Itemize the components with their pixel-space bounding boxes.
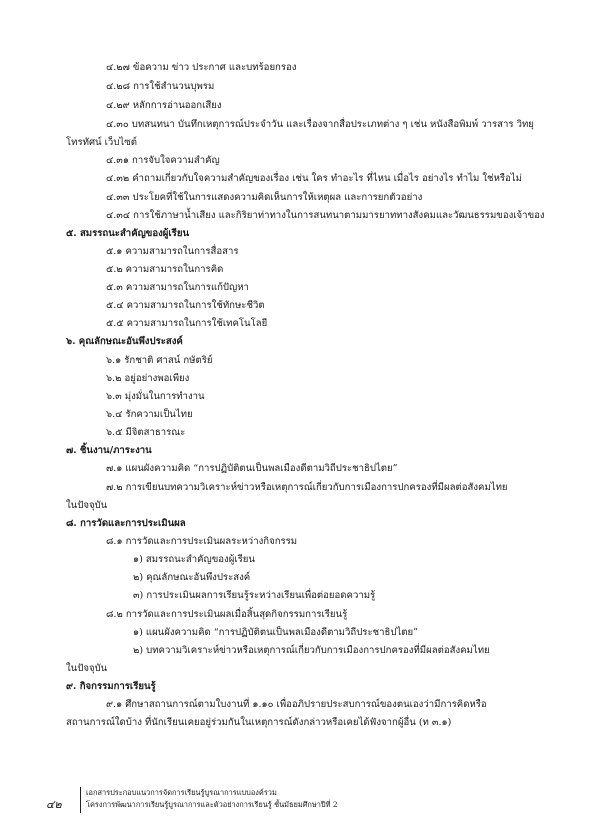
text-line: โทรทัศน์ เว็บไซต์ bbox=[66, 137, 137, 148]
text-line: ๖.๔ รักความเป็นไทย bbox=[106, 409, 193, 420]
text-line: ๕.๔ ความสามารถในการใช้ทักษะชีวิต bbox=[106, 300, 265, 311]
text-line: ๖.๓ มุ่งมั่นในการทำงาน bbox=[106, 391, 205, 402]
text-line: ๑) สมรรถนะสำคัญของผู้เรียน bbox=[133, 554, 255, 565]
text-line: ๔.๓๔ การใช้ภาษาน้ำเสียง และกิริยาท่าทางในการสนทนาตามมารยาททางสังคมและวัฒนธรรมของเจ้าของ bbox=[106, 210, 545, 221]
footer-line-2: โครงการพัฒนาการเรียนรู้บูรณาการและตัวอย่างการเรียนรู้ ชั้นมัธยมศึกษาปีที่ 2 bbox=[86, 800, 338, 809]
text-line: ๗.๑ แผนผังความคิด “การปฏิบัติตนเป็นพลเมืองดีตามวิถีประชาธิปไตย” bbox=[106, 463, 398, 474]
text-line: ๗.๒ การเขียนบทความวิเคราะห์ข่าวหรือเหตุการณ์เกี่ยวกับการเมืองการปกครองที่มีผลต่อสังคมไทย bbox=[106, 482, 508, 493]
text-line: ๔.๓๓ ประโยคที่ใช้ในการแสดงความคิดเห็นการให้เหตุผล และการยกตัวอย่าง bbox=[106, 192, 423, 203]
section-heading: ๙. กิจกรรมการเรียนรู้ bbox=[66, 681, 156, 692]
text-line: ในปัจจุบัน bbox=[66, 500, 108, 511]
text-line: ๖.๕ มีจิตสาธารณะ bbox=[106, 427, 186, 438]
text-line: ๔.๓๒ คำถามเกี่ยวกับใจความสำคัญของเรื่อง เช่น ใคร ทำอะไร ที่ไหน เมื่อไร อย่างไร ทำไม ใช่หรือไม่ bbox=[106, 173, 522, 184]
section-heading: ๘. การวัดและการประเมินผล bbox=[66, 518, 186, 529]
footer-divider bbox=[80, 787, 81, 813]
text-line: ในปัจจุบัน bbox=[66, 663, 108, 674]
section-heading: ๕. สมรรถนะสำคัญของผู้เรียน bbox=[66, 228, 190, 239]
text-line: สถานการณ์ใดบ้าง ที่นักเรียนเคยอยู่ร่วมกันในเหตุการณ์ดังกล่าวหรือเคยได้ฟังจากผู้อื่น (ท ๓.๑) bbox=[66, 717, 452, 728]
text-line: ๔.๓๑ การจับใจความสำคัญ bbox=[106, 155, 220, 166]
section-heading: ๗. ชิ้นงาน/ภาระงาน bbox=[66, 445, 152, 456]
text-line: ๒) บทความวิเคราะห์ข่าวหรือเหตุการณ์เกี่ยวกับการเมืองการปกครองที่มีผลต่อสังคมไทย bbox=[133, 645, 490, 656]
footer-line-1: เอกสารประกอบแนวการจัดการเรียนรู้บูรณาการแบบองค์รวม bbox=[86, 788, 277, 797]
text-line: ๕.๑ ความสามารถในการสื่อสาร bbox=[106, 246, 239, 257]
text-line: ๔.๓๐ บทสนทนา บันทึกเหตุการณ์ประจำวัน และเรื่องจากสื่อประเภทต่าง ๆ เช่น หนังสือพิมพ์ วารสาร วิทยุ bbox=[106, 119, 534, 130]
text-line: ๔.๒๙ หลักการอ่านออกเสียง bbox=[106, 100, 222, 111]
text-line: ๕.๓ ความสามารถในการแก้ปัญหา bbox=[106, 282, 249, 293]
text-line: ๔.๒๗ ข้อความ ข่าว ประกาศ และบทร้อยกรอง bbox=[106, 62, 297, 73]
text-line: ๑) แผนผังความคิด “การปฏิบัติตนเป็นพลเมืองดีตามวิถีประชาธิปไตย” bbox=[133, 627, 419, 638]
text-line: ๘.๒ การวัดและการประเมินผลเมื่อสิ้นสุดกิจกรรมการเรียนรู้ bbox=[106, 609, 348, 620]
text-line: ๕.๕ ความสามารถในการใช้เทคโนโลยี bbox=[106, 318, 268, 329]
text-line: ๓) การประเมินผลการเรียนรู้ระหว่างเรียนเพื่อต่อยอดความรู้ bbox=[133, 590, 376, 601]
text-line: ๒) คุณลักษณะอันพึงประสงค์ bbox=[133, 572, 251, 583]
text-line: ๖.๒ อยู่อย่างพอเพียง bbox=[106, 373, 190, 384]
text-line: ๕.๒ ความสามารถในการคิด bbox=[106, 264, 224, 275]
text-line: ๔.๒๘ การใช้สำนวนบุพรม bbox=[106, 81, 215, 92]
text-line: ๘.๑ การวัดและการประเมินผลระหว่างกิจกรรม bbox=[106, 536, 298, 547]
text-line: ๖.๑ รักชาติ ศาสน์ กษัตริย์ bbox=[106, 355, 213, 366]
page-number: ๔๒ bbox=[46, 798, 62, 811]
text-line: ๙.๑ ศึกษาสถานการณ์ตามใบงานที่ ๑.๑๐ เพื่ออภิปรายประสบการณ์ของตนเองว่ามีการคิดหรือ bbox=[106, 699, 487, 710]
section-heading: ๖. คุณลักษณะอันพึงประสงค์ bbox=[66, 336, 183, 347]
